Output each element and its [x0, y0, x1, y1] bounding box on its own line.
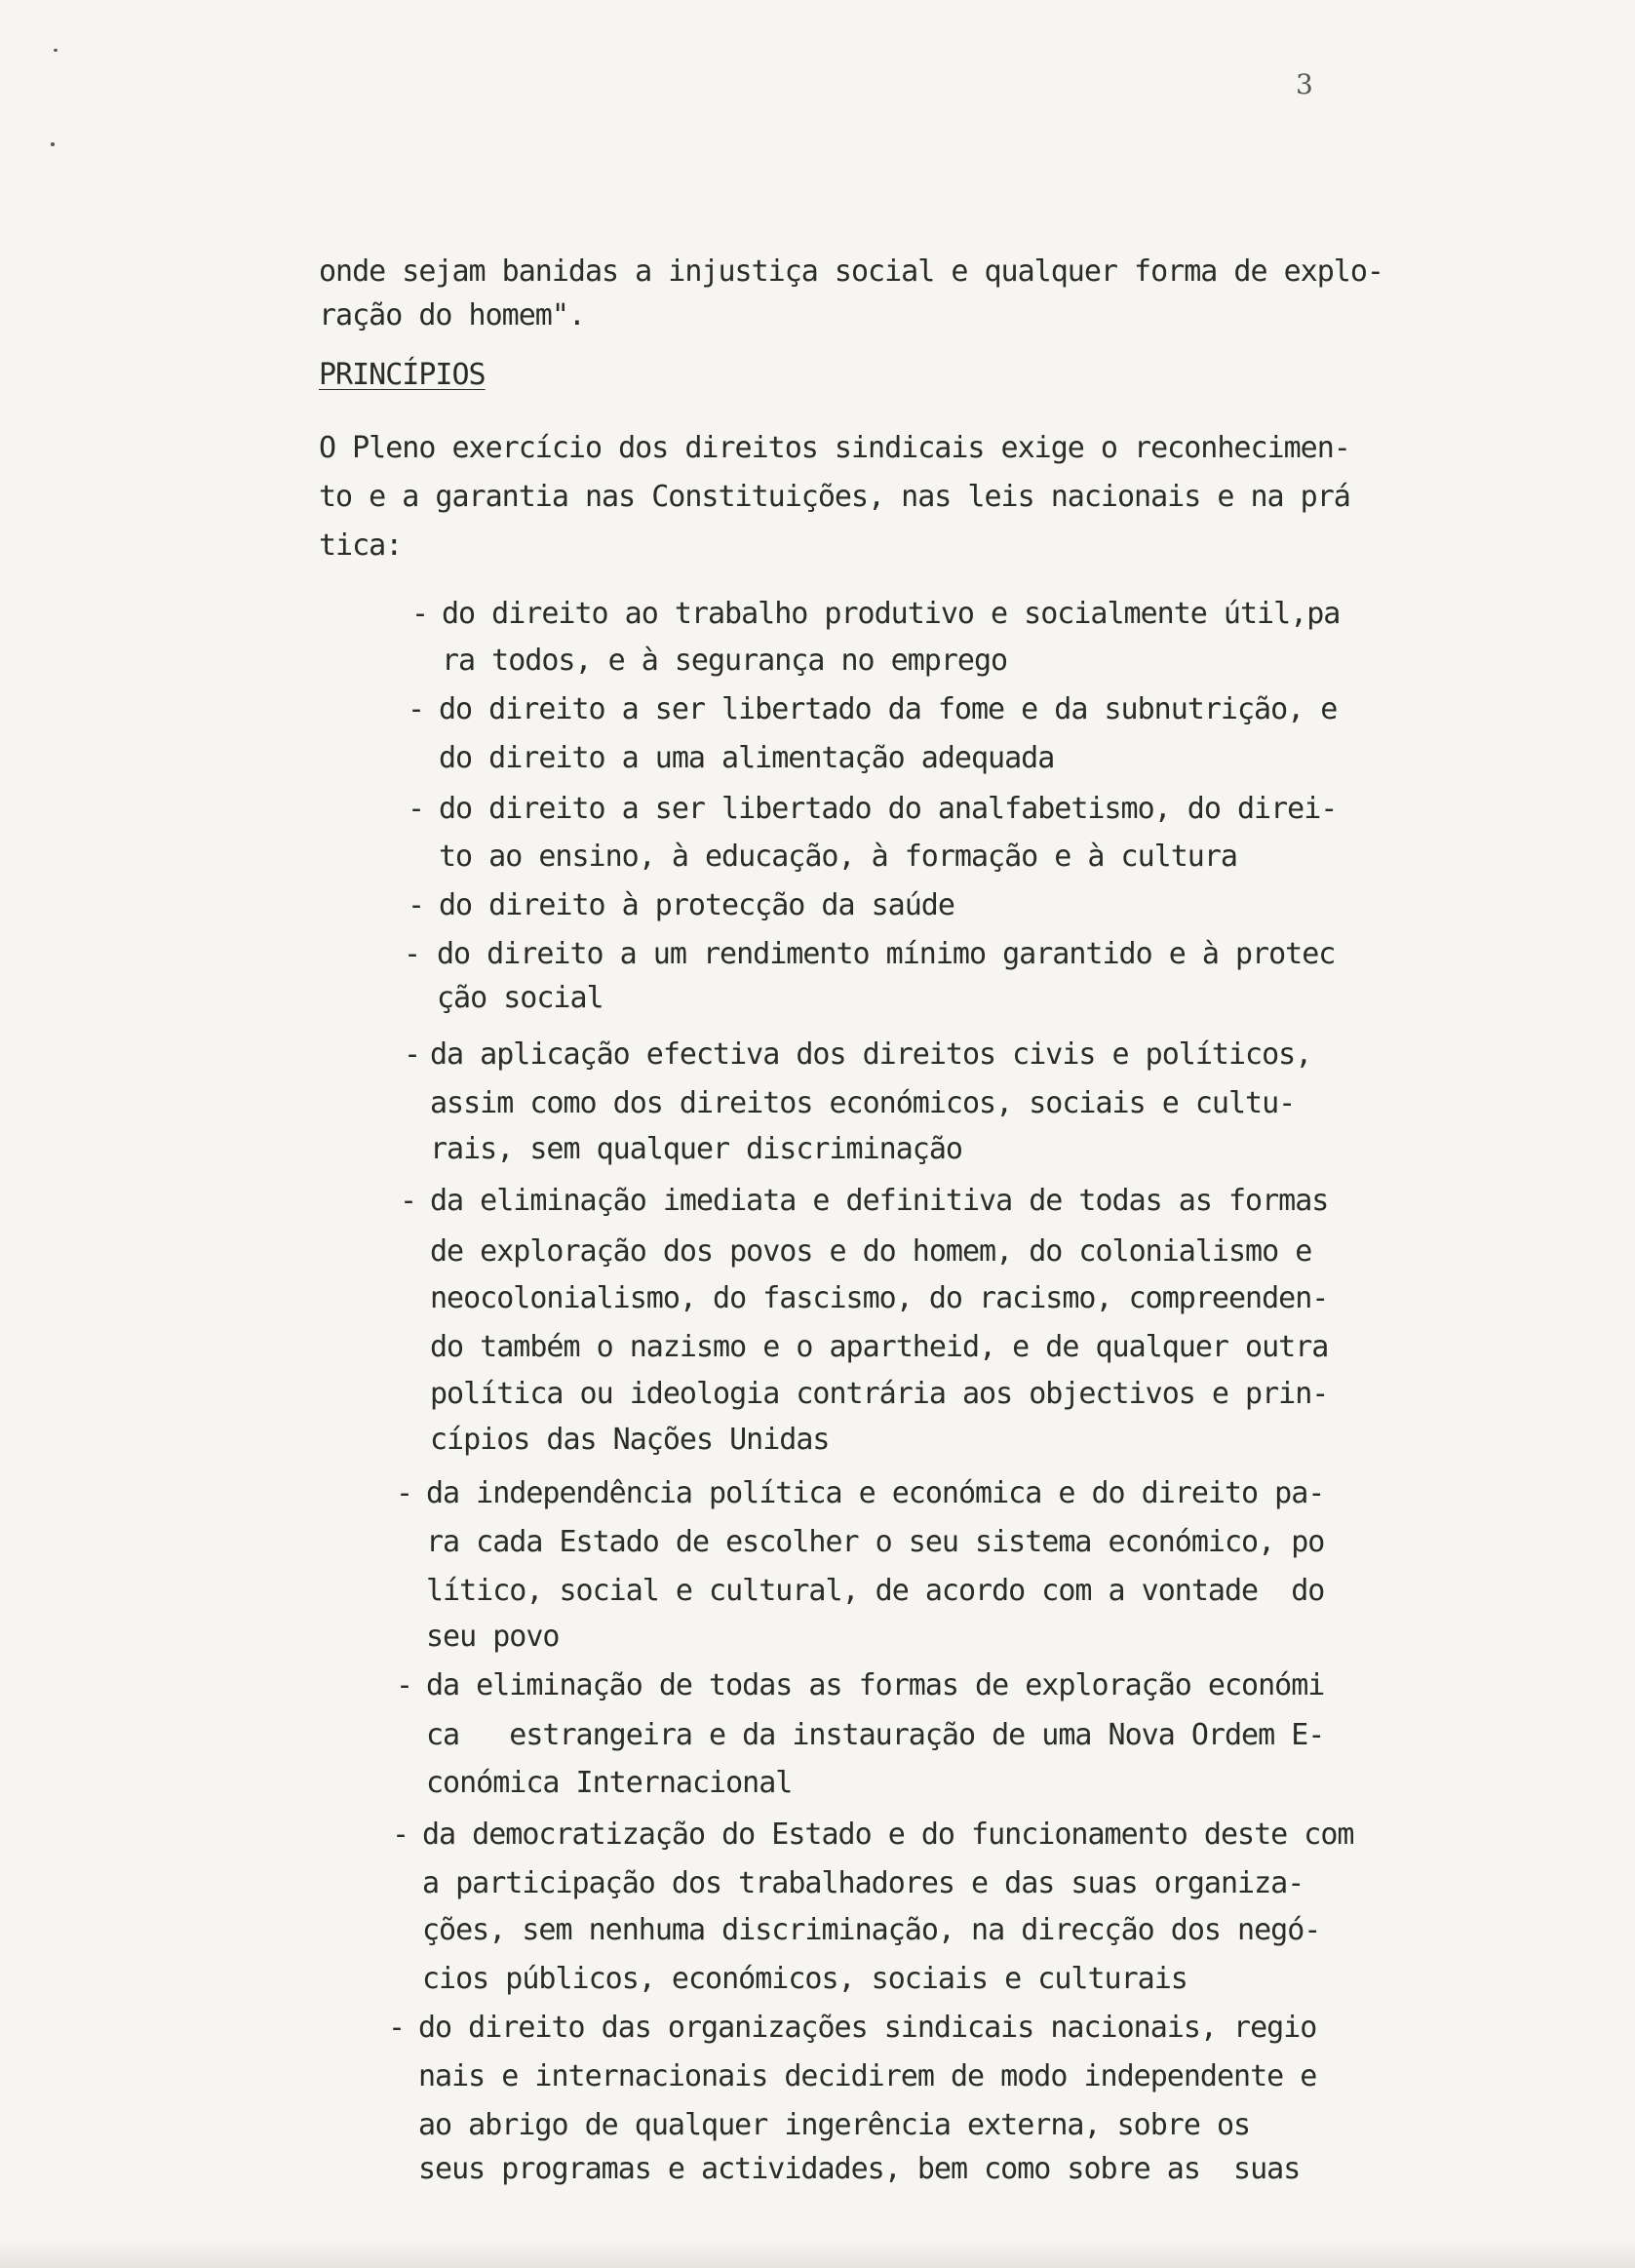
- list-item-line: do direito a ser libertado do analfabetismo, do direi-: [439, 792, 1338, 826]
- list-item-line: rais, sem qualquer discriminação: [430, 1132, 962, 1166]
- list-item-line: da eliminação imediata e definitiva de todas as formas: [430, 1184, 1329, 1218]
- list-item-dash: -: [404, 937, 421, 971]
- paper-speck: [54, 49, 58, 52]
- list-item-line: ca estrangeira e da instauração de uma Nova Ordem E-: [426, 1718, 1325, 1752]
- list-item-line: política ou ideologia contrária aos objectivos e prin-: [430, 1377, 1329, 1411]
- list-item-dash: -: [400, 1184, 417, 1218]
- paragraph-line: to e a garantia nas Constituições, nas leis nacionais e na prá: [319, 480, 1350, 514]
- list-item-line: neocolonialismo, do fascismo, do racismo, compreenden-: [430, 1281, 1329, 1315]
- list-item-line: nais e internacionais decidirem de modo independente e: [418, 2059, 1317, 2093]
- list-item-line: do direito a ser libertado da fome e da subnutrição, e: [439, 692, 1338, 726]
- list-item-dash: -: [392, 1818, 409, 1852]
- list-item-line: seu povo: [426, 1620, 560, 1654]
- list-item-dash: -: [408, 888, 425, 922]
- list-item-line: do também o nazismo e o apartheid, e de qualquer outra: [430, 1330, 1329, 1364]
- list-item-line: da eliminação de todas as formas de exploração económi: [426, 1668, 1325, 1702]
- list-item-line: do direito das organizações sindicais nacionais, regio: [418, 2011, 1317, 2045]
- list-item-dash: -: [411, 597, 429, 631]
- intro-line: ração do homem".: [319, 298, 585, 332]
- list-item-line: do direito a um rendimento mínimo garantido e à protec: [437, 937, 1336, 971]
- list-item-line: lítico, social e cultural, de acordo com a vontade do: [426, 1574, 1325, 1608]
- list-item-line: a participação dos trabalhadores e das suas organiza-: [422, 1866, 1304, 1900]
- list-item-line: ao abrigo de qualquer ingerência externa, sobre os: [418, 2108, 1251, 2142]
- intro-line: onde sejam banidas a injustiça social e qualquer forma de explo-: [319, 254, 1383, 289]
- list-item-dash: -: [408, 692, 425, 726]
- list-item-line: da independência política e económica e do direito pa-: [426, 1476, 1325, 1510]
- list-item-dash: -: [388, 2011, 406, 2045]
- list-item-line: ra todos, e à segurança no emprego: [442, 644, 1008, 678]
- section-heading: PRINCÍPIOS: [319, 358, 486, 392]
- list-item-line: de exploração dos povos e do homem, do colonialismo e: [430, 1234, 1312, 1269]
- list-item-line: do direito ao trabalho produtivo e socialmente útil,pa: [442, 597, 1341, 631]
- list-item-line: assim como dos direitos económicos, sociais e cultu-: [430, 1086, 1296, 1120]
- list-item-line: ções, sem nenhuma discriminação, na direcção dos negó-: [422, 1913, 1321, 1947]
- list-item-line: seus programas e actividades, bem como sobre as suas: [418, 2152, 1301, 2186]
- list-item-line: da aplicação efectiva dos direitos civis e políticos,: [430, 1037, 1312, 1072]
- list-item-line: ção social: [437, 981, 603, 1015]
- paper-speck: [51, 142, 55, 146]
- list-item-line: da democratização do Estado e do funcionamento deste com: [422, 1818, 1354, 1852]
- list-item-line: cípios das Nações Unidas: [430, 1423, 830, 1457]
- list-item-line: do direito à protecção da saúde: [439, 888, 954, 922]
- list-item-line: cios públicos, económicos, sociais e culturais: [422, 1962, 1187, 1996]
- list-item-line: to ao ensino, à educação, à formação e à cultura: [439, 840, 1237, 874]
- list-item-dash: -: [396, 1668, 413, 1702]
- list-item-dash: -: [396, 1476, 413, 1510]
- page-number: 3: [1296, 68, 1313, 100]
- paragraph-line: O Pleno exercício dos direitos sindicais exige o reconhecimen-: [319, 431, 1350, 465]
- list-item-line: ra cada Estado de escolher o seu sistema económico, po: [426, 1525, 1325, 1559]
- paragraph-line: tica:: [319, 528, 403, 563]
- list-item-dash: -: [408, 792, 425, 826]
- list-item-line: do direito a uma alimentação adequada: [439, 741, 1055, 775]
- list-item-line: conómica Internacional: [426, 1766, 793, 1800]
- list-item-dash: -: [404, 1037, 421, 1072]
